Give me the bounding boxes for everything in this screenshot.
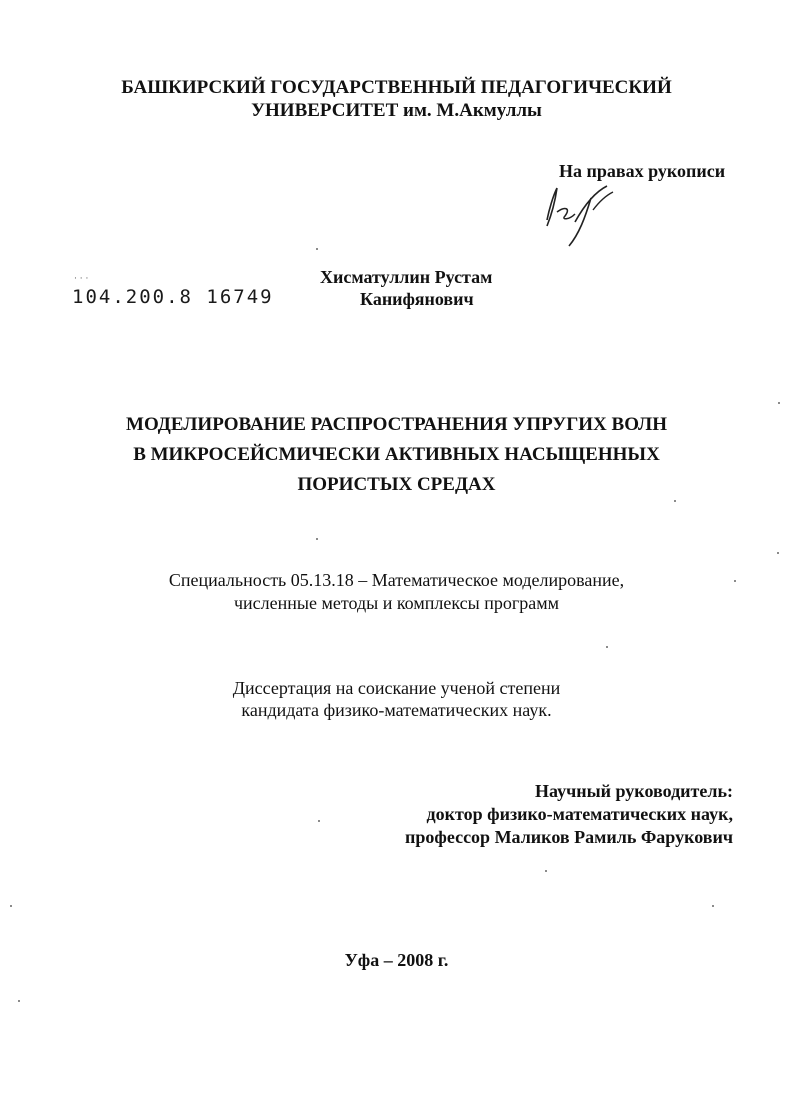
university-name-line1: БАШКИРСКИЙ ГОСУДАРСТВЕННЫЙ ПЕДАГОГИЧЕСКИЙ bbox=[121, 77, 672, 98]
stamp-dots: · · · bbox=[74, 274, 89, 284]
supervisor-name: профессор Маликов Рамиль Фарукович bbox=[405, 827, 733, 847]
scan-speck bbox=[606, 646, 608, 648]
scan-speck bbox=[712, 905, 714, 907]
scan-speck bbox=[778, 402, 780, 404]
scan-speck bbox=[316, 538, 318, 540]
dissertation-title-line3: ПОРИСТЫХ СРЕДАХ bbox=[297, 474, 496, 495]
supervisor-degree: доктор физико-математических наук, bbox=[426, 804, 733, 824]
specialty-line1: Специальность 05.13.18 – Математическое моделирование, bbox=[168, 570, 625, 590]
scan-speck bbox=[545, 870, 547, 872]
manuscript-note: На правах рукописи bbox=[559, 161, 726, 181]
scan-speck bbox=[10, 905, 12, 907]
scan-speck bbox=[318, 820, 320, 822]
scan-speck bbox=[777, 552, 779, 554]
dissertation-degree-line1: Диссертация на соискание ученой степени bbox=[232, 678, 561, 698]
author-name-line1: Хисматуллин Рустам bbox=[320, 267, 493, 287]
dissertation-degree-line2: кандидата физико-математических наук. bbox=[241, 700, 552, 720]
specialty-line2: численные методы и комплексы программ bbox=[233, 593, 560, 613]
signature-mark bbox=[535, 182, 635, 252]
scan-speck bbox=[734, 580, 736, 582]
dissertation-title-line2: В МИКРОСЕЙСМИЧЕСКИ АКТИВНЫХ НАСЫЩЕННЫХ bbox=[133, 444, 660, 465]
supervisor-heading: Научный руководитель: bbox=[535, 781, 733, 801]
scan-speck bbox=[316, 248, 318, 250]
scan-speck bbox=[18, 1000, 20, 1002]
city-year: Уфа – 2008 г. bbox=[344, 950, 449, 970]
dissertation-title-line1: МОДЕЛИРОВАНИЕ РАСПРОСТРАНЕНИЯ УПРУГИХ ВОЛН bbox=[126, 414, 667, 435]
archive-stamp-number: 104.200.8 16749 bbox=[72, 286, 274, 308]
author-name-line2: Канифянович bbox=[360, 289, 474, 309]
university-name-line2: УНИВЕРСИТЕТ им. М.Акмуллы bbox=[251, 100, 542, 121]
scan-speck bbox=[674, 500, 676, 502]
